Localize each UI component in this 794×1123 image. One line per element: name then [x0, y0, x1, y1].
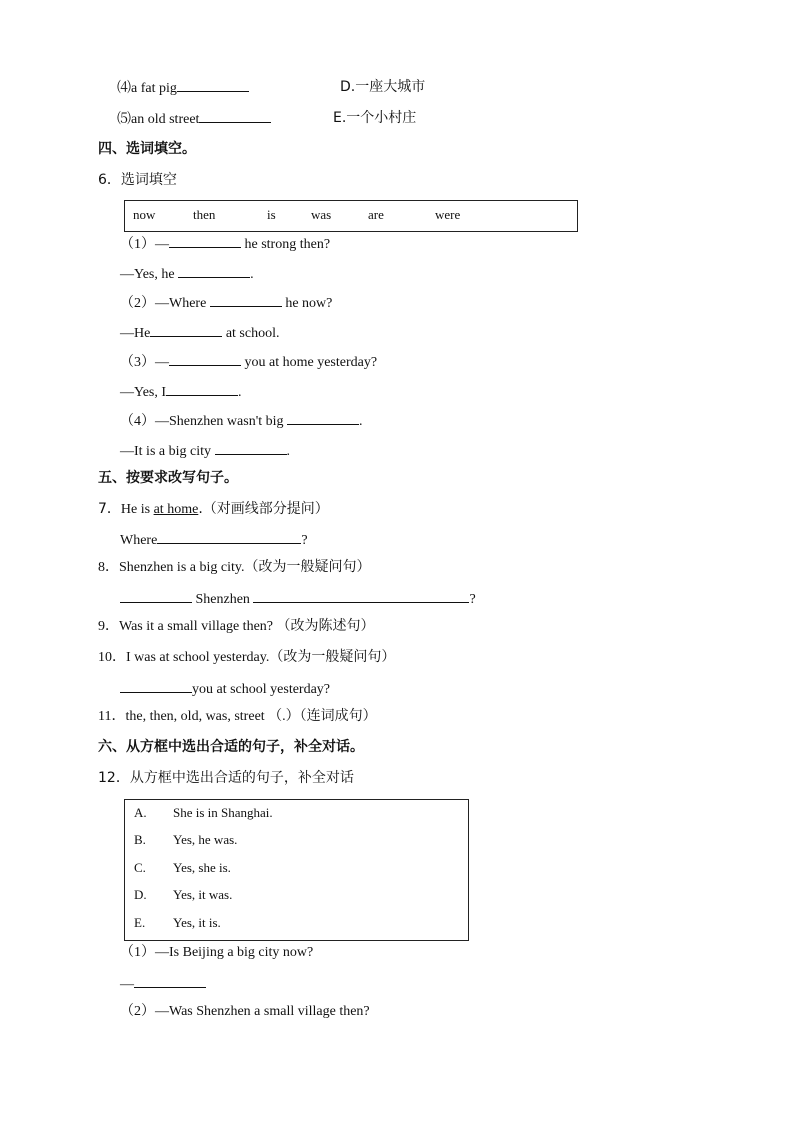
q7-underlined-phrase: at home [153, 502, 199, 517]
q6-line-6-prefix: —Yes, I [120, 385, 167, 400]
section-6-heading: 六、从方框中选出合适的句子，补全对话。 [98, 739, 364, 755]
match-item-4 [117, 77, 249, 99]
match-item-4-text: a fat pig [131, 81, 177, 96]
q6-blank-5[interactable] [169, 351, 241, 366]
q6-line-7 [120, 410, 363, 432]
q6-blank-7[interactable] [287, 410, 359, 425]
q6-line-1-suffix: he strong then? [241, 237, 331, 252]
q8: 8．Shenzhen is a big city.（改为一般疑问句） [98, 560, 371, 575]
q12-dialog-1-answer [120, 973, 206, 995]
q7-answer-prefix: Where [120, 533, 158, 548]
q6-line-3-prefix: （2）—Where [120, 296, 210, 311]
q6-line-8-prefix: —It is a big city [120, 444, 215, 459]
q10-blank[interactable] [120, 678, 192, 693]
section-4-heading: 四、选词填空。 [98, 141, 196, 157]
q6-line-5-prefix: （3）— [120, 355, 169, 370]
option-c-letter: C. [134, 860, 146, 875]
option-e-text: Yes, it is. [173, 915, 221, 930]
word-was: was [311, 207, 332, 222]
q6-line-2-suffix: . [250, 267, 254, 282]
q8-answer-end: ? [469, 592, 476, 607]
q6-blank-6[interactable] [166, 381, 238, 396]
q7-instruction: .（对画线部分提问） [198, 501, 329, 517]
q6-line-5-suffix: you at home yesterday? [241, 355, 378, 370]
q6-line-1-prefix: （1）— [120, 237, 169, 252]
q6-line-2-prefix: —Yes, he [120, 267, 179, 282]
q6-line-3 [120, 292, 332, 314]
q6-line-8-suffix: . [286, 444, 290, 459]
q12-dialog-1: （1）—Is Beijing a big city now? [120, 945, 314, 960]
q10: 10．I was at school yesterday.（改为一般疑问句） [98, 650, 396, 665]
word-are: are [368, 207, 384, 222]
q7 [98, 499, 329, 520]
q6-line-7-suffix: . [359, 414, 363, 429]
option-b-letter: B. [134, 832, 146, 847]
q7-answer-suffix: ? [301, 533, 308, 548]
q6-line-6 [120, 381, 242, 403]
q6-line-2 [120, 263, 254, 285]
q6-line-7-prefix: （4）—Shenzhen wasn't big [120, 414, 288, 429]
option-c-text: Yes, she is. [173, 860, 231, 875]
match-option-d: D.一座大城市 [340, 79, 426, 95]
section-5-heading: 五、按要求改写句子。 [98, 470, 238, 486]
match-item-5-text: an old street [131, 112, 200, 127]
q11: 11．the, then, old, was, street （.）（连词成句） [98, 709, 377, 724]
option-d-letter: D. [134, 887, 147, 902]
q6-line-8 [120, 440, 290, 462]
match-item-4-blank[interactable] [177, 77, 249, 92]
q10-answer-suffix: you at school yesterday? [192, 682, 331, 697]
option-d-text: Yes, it was. [173, 887, 233, 902]
q6-word-box [124, 200, 578, 232]
word-were: were [435, 207, 461, 222]
q6-line-4-suffix: at school. [222, 326, 280, 341]
q6-line-4 [120, 322, 279, 344]
q6-blank-3[interactable] [210, 292, 282, 307]
option-a-letter: A. [134, 805, 147, 820]
q6-blank-2[interactable] [178, 263, 250, 278]
q6-line-1 [120, 233, 330, 255]
q7-answer-blank[interactable] [157, 529, 301, 544]
q6-title: 6．选词填空 [98, 172, 177, 188]
option-e-letter: E. [134, 915, 146, 930]
q8-blank-1[interactable] [120, 588, 192, 603]
match-item-4-number: ⑷ [117, 80, 131, 96]
q6-line-5 [120, 351, 377, 373]
q12-dialog-2: （2）—Was Shenzhen a small village then? [120, 1004, 370, 1019]
match-item-5 [117, 108, 271, 130]
q7-prefix: He is [120, 502, 154, 517]
q12-dialog-1-dash: — [120, 977, 134, 992]
q9: 9．Was it a small village then? （改为陈述句） [98, 619, 375, 634]
option-a-text: She is in Shanghai. [173, 805, 273, 820]
q12-options-box [124, 799, 469, 941]
match-item-5-blank[interactable] [199, 108, 271, 123]
q6-line-6-suffix: . [238, 385, 242, 400]
word-then: then [193, 207, 216, 222]
q6-blank-8[interactable] [215, 440, 287, 455]
q6-line-4-prefix: —He [120, 326, 151, 341]
match-item-5-number: ⑸ [117, 111, 131, 127]
word-now: now [133, 207, 156, 222]
match-option-e: E.一个小村庄 [333, 110, 417, 126]
q8-answer-middle: Shenzhen [192, 592, 254, 607]
q12-title: 12．从方框中选出合适的句子，补全对话 [98, 770, 354, 786]
q8-blank-2[interactable] [253, 588, 469, 603]
q10-answer-line [120, 678, 330, 700]
q12-blank-1[interactable] [134, 973, 206, 988]
option-b-text: Yes, he was. [173, 832, 238, 847]
q8-answer-line [120, 588, 476, 610]
word-is: is [267, 207, 276, 222]
q6-line-3-suffix: he now? [281, 296, 333, 311]
q7-number: 7． [98, 501, 121, 517]
q7-answer-line [120, 529, 308, 551]
q6-blank-4[interactable] [150, 322, 222, 337]
q6-blank-1[interactable] [169, 233, 241, 248]
